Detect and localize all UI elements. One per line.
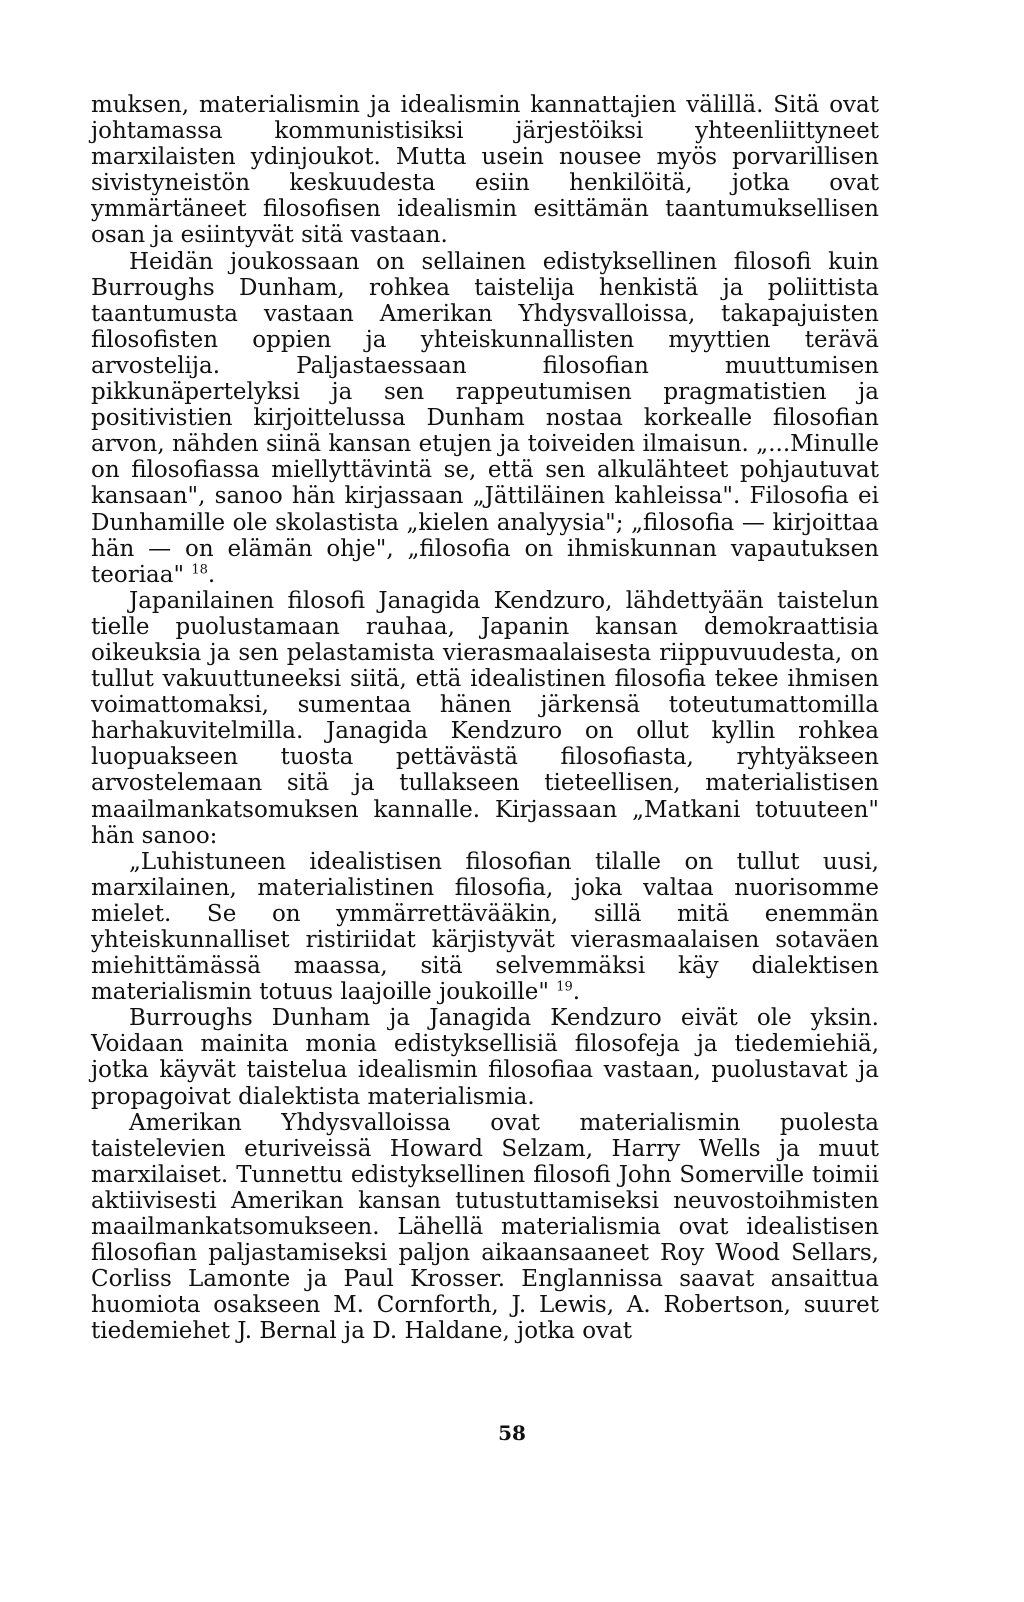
paragraph-3 bbox=[91, 588, 879, 849]
paragraph-6 bbox=[91, 1110, 879, 1345]
quote-text: „Luhistuneen idealistisen filosofian tilalle on tullut uusi, marxilainen, materialistinen filosofia, joka valtaa nuorisomme mielet. Se on ymmärrettävääkin, sillä mitä enemmän yhteiskunnalliset ristiriidat kärjistyvät vierasmaalaisen sotaväen miehittämässä maassa, sitä selvemmäksi käy dialektisen materialismin totuus laajoille joukoille" bbox=[91, 848, 879, 1006]
page-body bbox=[91, 92, 879, 1345]
paragraph-1-text: muksen, materialismin ja idealismin kannattajien välillä. Sitä ovat johtamassa kommunistisiksi järjestöiksi yhteenliittyneet marxilaisten ydinjoukot. Mutta usein nousee myös porvarillisen sivistyneistön keskuudesta esiin henkilöitä, jotka ovat ymmärtäneet filosofisen idealismin esittämän taantumuksellisen osan ja esiintyvät sitä vastaan. bbox=[91, 92, 879, 249]
paragraph-2-end: . bbox=[207, 561, 216, 588]
paragraph-2 bbox=[91, 249, 879, 588]
paragraph-5 bbox=[91, 1005, 879, 1109]
paragraph-2-text: Heidän joukossaan on sellainen edistyksellinen filosofi kuin Burroughs Dunham, rohkea taistelija henkistä ja poliittista taantumusta vastaan Amerikan Yhdysvalloissa, takapajuisten filosofisten oppien ja yhteiskunnallisten myyttien terävä arvostelija. Paljastaessaan filosofian muuttumisen pikkunäpertelyksi ja sen rappeutumisen pragmatistien ja positivistien kirjoittelussa Dunham nostaa korkealle filosofian arvon, nähden siinä kansan etujen ja toiveiden ilmaisun. „...Minulle on filosofiassa miellyttävintä se, että sen alkulähteet pohjautuvat kansaan", sanoo hän kirjassaan „Jättiläinen kahleissa". Filosofia ei Dunhamille ole skolastista „kielen analyysia"; „filosofia — kirjoittaa hän — on elämän ohje", „filosofia on ihmiskunnan vapautuksen teoriaa" bbox=[91, 248, 879, 588]
quote-end: . bbox=[572, 979, 581, 1006]
quote-paragraph bbox=[91, 849, 879, 1006]
paragraph-1 bbox=[91, 92, 879, 249]
footnote-ref-18: 18 bbox=[191, 562, 208, 578]
page-number: 58 bbox=[498, 1421, 526, 1445]
paragraph-5-text: Burroughs Dunham ja Janagida Kendzuro eivät ole yksin. Voidaan mainita monia edistyksellisiä filosofeja ja tiedemiehiä, jotka käyvät taistelua idealismin filosofiaa vastaan, puolustavat ja propagoivat dialektista materialismia. bbox=[91, 1005, 879, 1110]
paragraph-6-text: Amerikan Yhdysvalloissa ovat materialismin puolesta taistelevien eturiveissä Howard Selzam, Harry Wells ja muut marxilaiset. Tunnettu edistyksellinen filosofi John Somerville toimii aktiivisesti Amerikan kansan tutustuttamiseksi neuvostoihmisten maailmankatsomukseen. Lähellä materialismia ovat idealistisen filosofian paljastamiseksi paljon aikaansaaneet Roy Wood Sellars, Corliss Lamonte ja Paul Krosser. Englannissa saavat ansaittua huomiota osakseen M. Cornforth, J. Lewis, A. Robertson, suuret tiedemiehet J. Bernal ja D. Haldane, jotka ovat bbox=[91, 1109, 879, 1345]
paragraph-3-text: Japanilainen filosofi Janagida Kendzuro, lähdettyään taistelun tielle puolustamaan rauhaa, Japanin kansan demokraattisia oikeuksia ja sen pelastamista vierasmaalaisesta riippuvuudesta, on tullut vakuuttuneeksi siitä, että idealistinen filosofia tekee ihmisen voimattomaksi, sumentaa hänen järkensä toteutumattomilla harhakuvitelmilla. Janagida Kendzuro on ollut kyllin rohkea luopuakseen tuosta pettävästä filosofiasta, ryhtyäkseen arvostelemaan sitä ja tullakseen tieteellisen, materialistisen maailmankatsomuksen kannalle. Kirjassaan „Matkani totuuteen" hän sanoo: bbox=[91, 587, 879, 849]
footnote-ref-19: 19 bbox=[556, 979, 573, 995]
